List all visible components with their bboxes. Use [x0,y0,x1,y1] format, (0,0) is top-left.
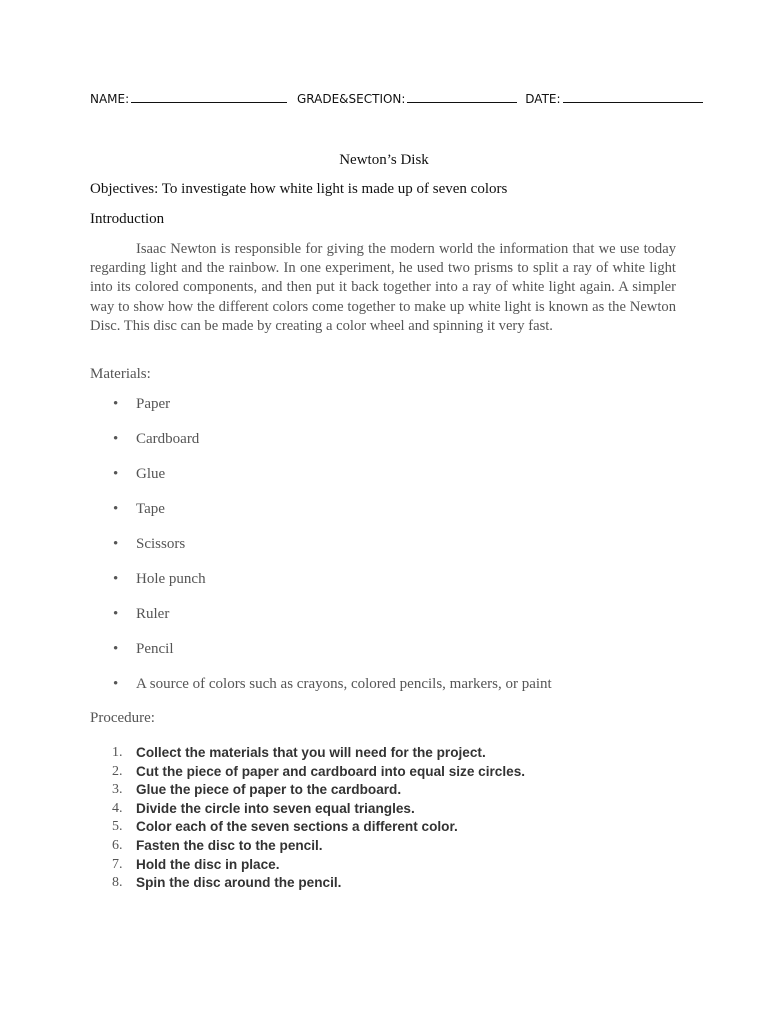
procedure-step [0,838,525,857]
step-number: 1. [112,745,123,760]
step-number: 5. [112,819,123,835]
date-label: DATE: [525,92,561,106]
material-label: Pencil [136,641,174,657]
procedure-step [0,875,525,894]
name-blank-line [131,92,287,103]
page-title: Newton’s Disk [339,152,429,168]
step-number: 3. [112,782,123,798]
date-blank-line [563,92,703,103]
step-text: Glue the piece of paper to the cardboard. [136,782,402,798]
step-number: 2. [112,763,123,779]
list-item [0,676,552,711]
bullet-icon: • [113,676,119,692]
material-label: Cardboard [136,431,200,447]
procedure-step [0,782,525,801]
materials-heading: Materials: [90,366,151,382]
grade-section-label: GRADE&SECTION: [297,92,406,106]
step-text: Fasten the disc to the pencil. [136,837,323,853]
grade-section-blank-line [407,92,517,103]
procedure-step [0,801,525,820]
list-item [0,396,552,431]
bullet-icon: • [113,396,119,412]
bullet-icon: • [113,431,119,447]
objectives-text: Objectives: To investigate how white light is made up of seven colors [90,181,508,197]
procedure-list [0,745,525,894]
bullet-icon: • [113,641,119,657]
materials-list [0,396,552,711]
material-label: Ruler [136,606,170,622]
list-item [0,431,552,466]
procedure-heading: Procedure: [90,710,155,726]
step-number: 8. [112,875,123,891]
name-label: NAME: [90,92,130,106]
step-text: Hold the disc in place. [136,856,280,872]
bullet-icon: • [113,501,119,517]
step-text: Collect the materials that you will need for the project. [136,745,486,760]
material-label: Scissors [136,536,186,552]
step-text: Divide the circle into seven equal triangles. [136,800,415,816]
step-text: Color each of the seven sections a different color. [136,819,458,835]
bullet-icon: • [113,571,119,587]
list-item [0,641,552,676]
list-item [0,606,552,641]
material-label: A source of colors such as crayons, colored pencils, markers, or paint [136,676,552,692]
step-text: Spin the disc around the pencil. [136,875,342,891]
material-label: Glue [136,466,166,482]
step-number: 6. [112,837,123,853]
material-label: Hole punch [136,571,206,587]
procedure-step [0,745,525,764]
procedure-step [0,857,525,876]
procedure-step [0,764,525,783]
step-text: Cut the piece of paper and cardboard into equal size circles. [136,763,526,779]
step-number: 7. [112,856,123,872]
procedure-step [0,819,525,838]
student-info-header [90,92,690,106]
list-item [0,536,552,571]
bullet-icon: • [113,606,119,622]
bullet-icon: • [113,536,119,552]
bullet-icon: • [113,466,119,482]
introduction-heading: Introduction [90,211,165,227]
introduction-paragraph: Isaac Newton is responsible for giving the modern world the information that we use today regarding light and the rainbow. In one experiment, he used two prisms to split a ray of white light into its colored components, and then put it back together into a ray of white light again. A simpler way to show how the different colors come together to make up white light is known as the Newton Disc. This disc can be made by creating a color wheel and spinning it very fast. [90,241,676,334]
list-item [0,466,552,501]
step-number: 4. [112,800,123,816]
list-item [0,571,552,606]
material-label: Tape [136,501,165,517]
material-label: Paper [136,396,171,412]
list-item [0,501,552,536]
